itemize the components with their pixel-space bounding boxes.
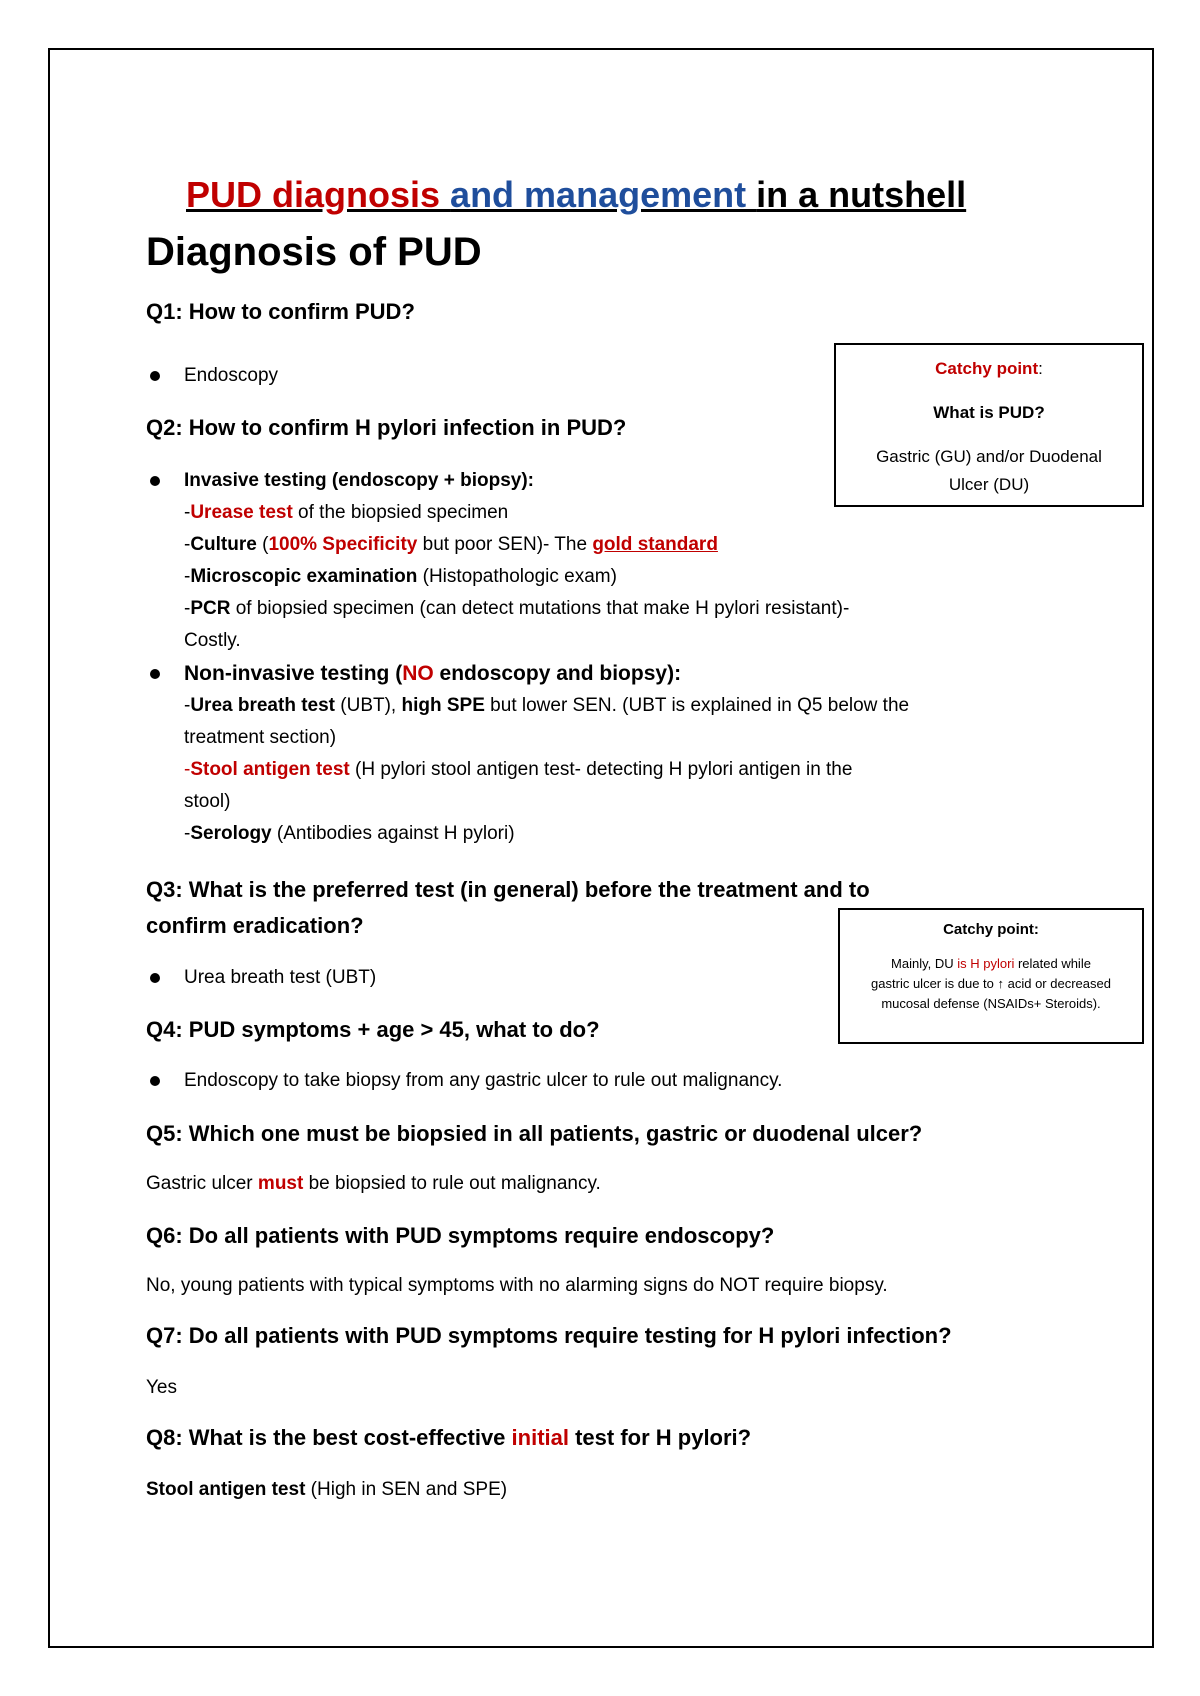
question-6: Q6: Do all patients with PUD symptoms require endoscopy?: [146, 1223, 775, 1248]
section-heading: Diagnosis of PUD: [146, 230, 482, 274]
document-title: PUD diagnosis and management in a nutshell: [186, 174, 967, 216]
answer-4: Endoscopy to take biopsy from any gastric ulcer to rule out malignancy.: [184, 1065, 782, 1097]
callout-question: What is PUD?: [933, 403, 1045, 422]
bullet-icon: [150, 476, 160, 486]
catchy-point-box-2: Catchy point: Mainly, DU is H pylori related while gastric ulcer is due to ↑ acid or decreased mucosal defense (NSAIDs+ Steroids).: [838, 908, 1144, 1044]
question-3: Q3: What is the preferred test (in general) before the treatment and to confirm eradication?: [146, 877, 870, 938]
bullet-icon: [150, 973, 160, 983]
bullet-icon: [150, 669, 160, 679]
question-1: Q1: How to confirm PUD?: [146, 299, 415, 324]
bullet-icon: [150, 1076, 160, 1086]
answer-8: Stool antigen test (High in SEN and SPE): [146, 1479, 508, 1500]
question-8: Q8: What is the best cost-effective initial test for H pylori?: [146, 1425, 752, 1450]
callout-heading: Catchy point:: [943, 921, 1039, 938]
answer-1: Endoscopy: [184, 360, 278, 392]
invasive-testing-block: Invasive testing (endoscopy + biopsy): -Urease test of the biopsied specimen -Culture (100% Specificity but poor SEN)- The gold standard -Microscopic examination (Histopathologic exam) -PCR of biopsied specimen (can detect mutations that make H pylori resistant)- Costly.: [184, 465, 849, 657]
noninvasive-testing-block: Non-invasive testing (NO endoscopy and biopsy): -Urea breath test (UBT), high SPE but lower SEN. (UBT is explained in Q5 below the treatment section) -Stool antigen test (H pylori stool antigen test- detecting H pylori antigen in the stool) -Serology (Antibodies against H pylori): [184, 658, 909, 850]
answer-5: Gastric ulcer must be biopsied to rule out malignancy.: [146, 1173, 601, 1194]
answer-7: Yes: [146, 1377, 177, 1398]
question-2: Q2: How to confirm H pylori infection in PUD?: [146, 415, 627, 440]
question-4: Q4: PUD symptoms + age > 45, what to do?: [146, 1017, 600, 1042]
callout-heading: Catchy point: [935, 359, 1039, 378]
question-5: Q5: Which one must be biopsied in all patients, gastric or duodenal ulcer?: [146, 1121, 923, 1146]
answer-6: No, young patients with typical symptoms with no alarming signs do NOT require biopsy.: [146, 1275, 888, 1296]
bullet-icon: [150, 371, 160, 381]
catchy-point-box-1: Catchy point: What is PUD? Gastric (GU) and/or Duodenal Ulcer (DU): [834, 343, 1144, 507]
answer-3: Urea breath test (UBT): [184, 962, 376, 994]
question-7: Q7: Do all patients with PUD symptoms require testing for H pylori infection?: [146, 1323, 952, 1348]
